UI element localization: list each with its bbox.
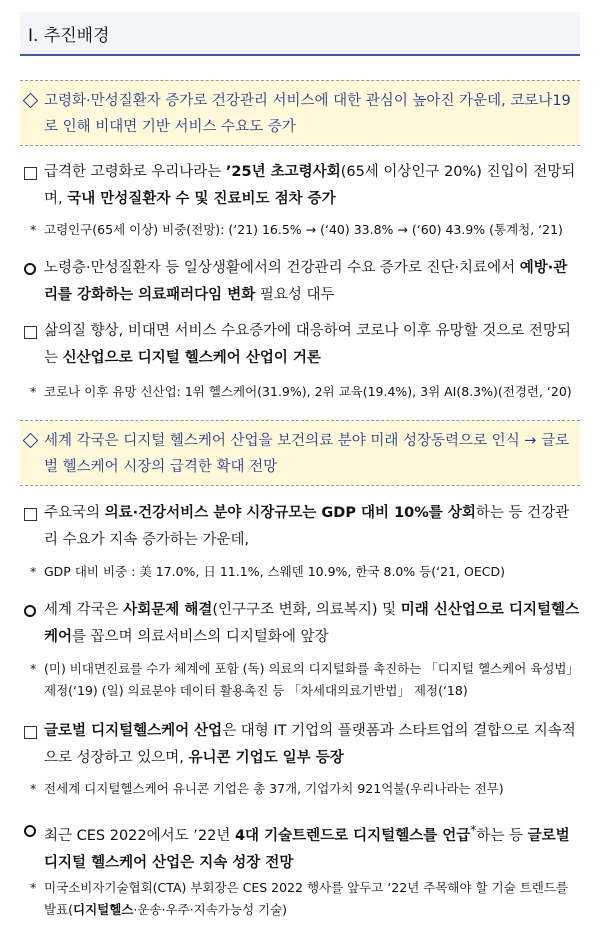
emphasis: 디지털헬스 (73, 902, 134, 917)
note-gdp-share: * GDP 대비 비중 : 美 17.0%, 日 11.1%, 스웨덴 10.9%, 한국 8.0% 등(‘21, OECD) (30, 561, 580, 583)
asterisk-icon: * (30, 384, 37, 399)
paragraph-market-size: 주요국의 의료·건강서비스 분야 시장규모는 GDP 대비 10%를 상회하는 등 건강관리 수요가 지속 증가하는 가운데, (24, 500, 580, 554)
circle-bullet-icon (24, 817, 44, 847)
emphasis: 신산업으로 디지털 헬스케어 산업이 거론 (62, 350, 321, 366)
paragraph-paradigm: 노령층·만성질환자 등 일상생활에서의 건강관리 수요 증가로 진단·치료에서 예방·관리를 강화하는 의료패러다임 변화 필요성 대두 (24, 255, 580, 309)
note-aging-stats: * 고령인구(65세 이상) 비중(전망): (‘21) 16.5% → (‘40) 33.8% → (‘60) 43.9% (통계청, ‘21) (30, 219, 580, 241)
note-unicorn-count: * 전세계 디지털헬스케어 유니콘 기업은 총 37개, 기업가치 921억불(우리나라는 전무) (30, 778, 580, 800)
diamond-icon (22, 428, 36, 455)
diamond-icon (22, 88, 36, 115)
summary-box-1-text: 고령화·만성질환자 증가로 건강관리 서비스에 대한 관심이 높아진 가운데, 코로나19로 인해 비대면 기반 서비스 수요도 증가 (44, 93, 571, 135)
circle-bullet-icon (24, 255, 44, 285)
emphasis: 유니콘 기업도 일부 등장 (188, 750, 344, 766)
emphasis: 4대 기술트렌드로 디지털헬스를 언급 (234, 827, 471, 844)
summary-box-2-text: 세계 각국은 디지털 헬스케어 산업을 보건의료 분야 미래 성장동력으로 인식 → 글로벌 헬스케어 시장의 급격한 확대 전망 (44, 433, 570, 475)
emphasis: 글로벌 디지털헬스케어 산업 (44, 723, 223, 739)
asterisk-icon: * (30, 781, 37, 796)
square-bullet-icon (24, 318, 44, 349)
summary-box-2 (20, 420, 580, 486)
emphasis: 글로벌 디지털 헬스케어 산업은 지속 성장 전망 (44, 827, 570, 871)
square-bullet-icon (24, 159, 44, 190)
section-title: Ⅰ. 추진배경 (28, 26, 110, 46)
paragraph-ces: 최근 CES 2022에서도 ’22년 4대 기술트렌드로 디지털헬스를 언급*하는 등 글로벌 디지털 헬스케어 산업은 지속 성장 전망 (24, 817, 580, 877)
paragraph-aging: 급격한 고령화로 우리나라는 ’25년 초고령사회(65세 이상인구 20%) 진입이 전망되며, 국내 만성질환자 수 및 진료비도 점차 증가 (24, 159, 580, 213)
note-promising-industry: * 코로나 이후 유망 신산업: 1위 헬스케어(31.9%), 2위 교육(19.4%), 3위 AI(8.3%)(전경련, ‘20) (30, 381, 580, 403)
asterisk-icon: * (30, 661, 37, 676)
emphasis: 미래 신산업으로 디지털헬스케어 (44, 602, 579, 645)
asterisk-icon: * (30, 564, 37, 579)
note-country-laws: * (미) 비대면진료를 수가 체계에 포함 (독) 의료의 디지털화를 촉진하는 「디지털 헬스케어 육성법」 제정(‘19) (일) 의료분야 데이터 활용촉진 등 「차세대의료기반법」 제정(‘18) (30, 658, 580, 702)
note-cta: * 미국소비자기술협회(CTA) 부회장은 CES 2022 행사를 앞두고 ‘22년 주목해야 할 기술 트렌드를 발표(디지털헬스·운송·우주·지속가능성 기술) (30, 877, 580, 921)
section-title-bar (20, 12, 580, 56)
paragraph-global-digital: 세계 각국은 사회문제 해결(인구구조 변화, 의료복지) 및 미래 신산업으로 디지털헬스케어를 꼽으며 의료서비스의 디지털화에 앞장 (24, 597, 580, 651)
emphasis: 의료·건강서비스 분야 시장규모는 GDP 대비 10%를 상회 (104, 505, 476, 521)
footnote-mark: * (470, 823, 477, 837)
emphasis: 국내 만성질환자 수 및 진료비도 점차 증가 (67, 191, 336, 207)
emphasis: 예방·관리를 강화하는 의료패러다임 변화 (44, 260, 568, 303)
asterisk-icon: * (30, 880, 37, 895)
emphasis: ’25년 초고령사회 (225, 164, 341, 180)
paragraph-new-industry: 삶의질 향상, 비대면 서비스 수요증가에 대응하여 코로나 이후 유망할 것으로 전망되는 신산업으로 디지털 헬스케어 산업이 거론 (24, 318, 580, 372)
summary-box-1 (20, 80, 580, 146)
circle-bullet-icon (24, 597, 44, 627)
paragraph-unicorn: 글로벌 디지털헬스케어 산업은 대형 IT 기업의 플랫폼과 스타트업의 결합으로 지속적으로 성장하고 있으며, 유니콘 기업도 일부 등장 (24, 718, 580, 772)
asterisk-icon: * (30, 222, 37, 237)
square-bullet-icon (24, 500, 44, 531)
square-bullet-icon (24, 718, 44, 749)
emphasis: 사회문제 해결 (123, 602, 213, 618)
